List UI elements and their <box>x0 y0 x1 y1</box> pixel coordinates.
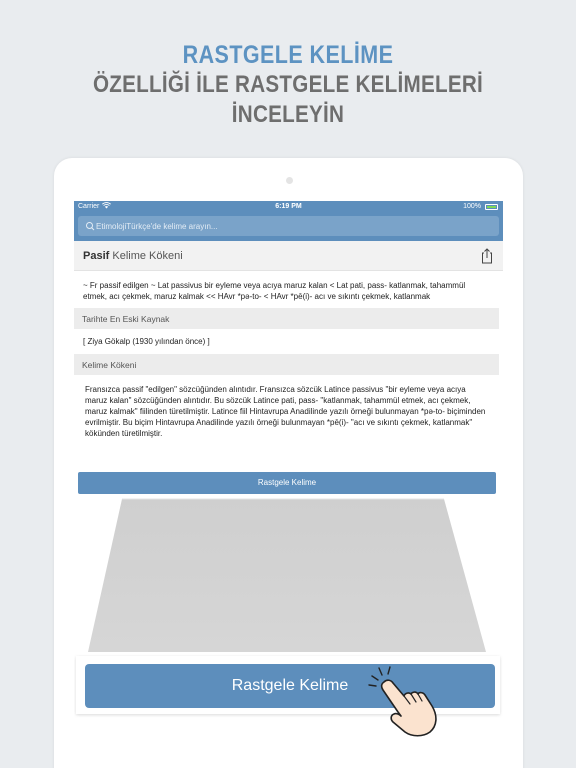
pointing-hand-icon <box>366 666 442 738</box>
entry-content <box>74 271 503 444</box>
promo-line-2: ÖZELLİĞİ İLE RASTGELE KELİMELERİ <box>92 71 484 98</box>
entry-title-bar <box>74 241 503 271</box>
entry-title-suffix: Kelime Kökeni <box>112 250 183 262</box>
promo-line-3: İNCELEYİN <box>231 101 345 128</box>
random-word-button[interactable]: Rastgele Kelime <box>85 664 495 708</box>
earliest-source-value: [ Ziya Gökalp (1930 yılından önce) ] <box>74 329 499 354</box>
paper-graphic <box>74 496 503 666</box>
tablet-frame <box>54 158 523 768</box>
entry-word: Pasif <box>83 250 110 262</box>
battery-icon <box>485 204 498 210</box>
tablet-camera <box>286 177 293 184</box>
carrier-label: Carrier <box>78 203 100 210</box>
share-icon[interactable] <box>479 247 495 265</box>
status-time: 6:19 PM <box>275 203 302 210</box>
page-title <box>83 250 183 262</box>
origin-header: Kelime Kökeni <box>74 354 499 375</box>
origin-text: Fransızca passif "edilgen" sözcüğünden alıntıdır. Fransızca sözcük Latince passivus "bir eyleme veya acıya maruz kalan" sözcüğünden alıntıdır. Bu sözcük Latince pati, pass- "katlanmak, tahammül etmek, acı çekmek, maruz kalmak" fiilinden türetilmiştir. Latince fiil Hintavrupa Anadilinde yazılı örneği bulunmayan *pə-to- biçiminden evrilmiştir. Bu biçim Hintavrupa Anadilinde yazılı örneği bulunmayan *pē(i)- "acı ve sıkıntı çekmek, katlanmak" kökünden türetilmiştir. <box>74 375 499 444</box>
promo-headline <box>0 40 576 130</box>
random-word-button-small[interactable]: Rastgele Kelime <box>78 472 496 494</box>
status-bar <box>74 201 503 213</box>
search-bar <box>74 213 503 241</box>
search-field[interactable] <box>78 216 499 236</box>
entry-summary: ~ Fr passif edilgen ~ Lat passivus bir eyleme veya acıya maruz kalan < Lat pati, pass- katlanmak, tahammül etmek, acı çekmek, maruz kalmak << HAvr *pə-to- < HAvr *pē(i)- acı ve sıkıntı çekmek, katlanmak <box>74 271 499 308</box>
search-input[interactable] <box>96 216 476 236</box>
earliest-source-header: Tarihte En Eski Kaynak <box>74 308 499 329</box>
battery-percent: 100% <box>463 203 481 210</box>
promo-line-1: RASTGELE KELİME <box>182 41 394 69</box>
